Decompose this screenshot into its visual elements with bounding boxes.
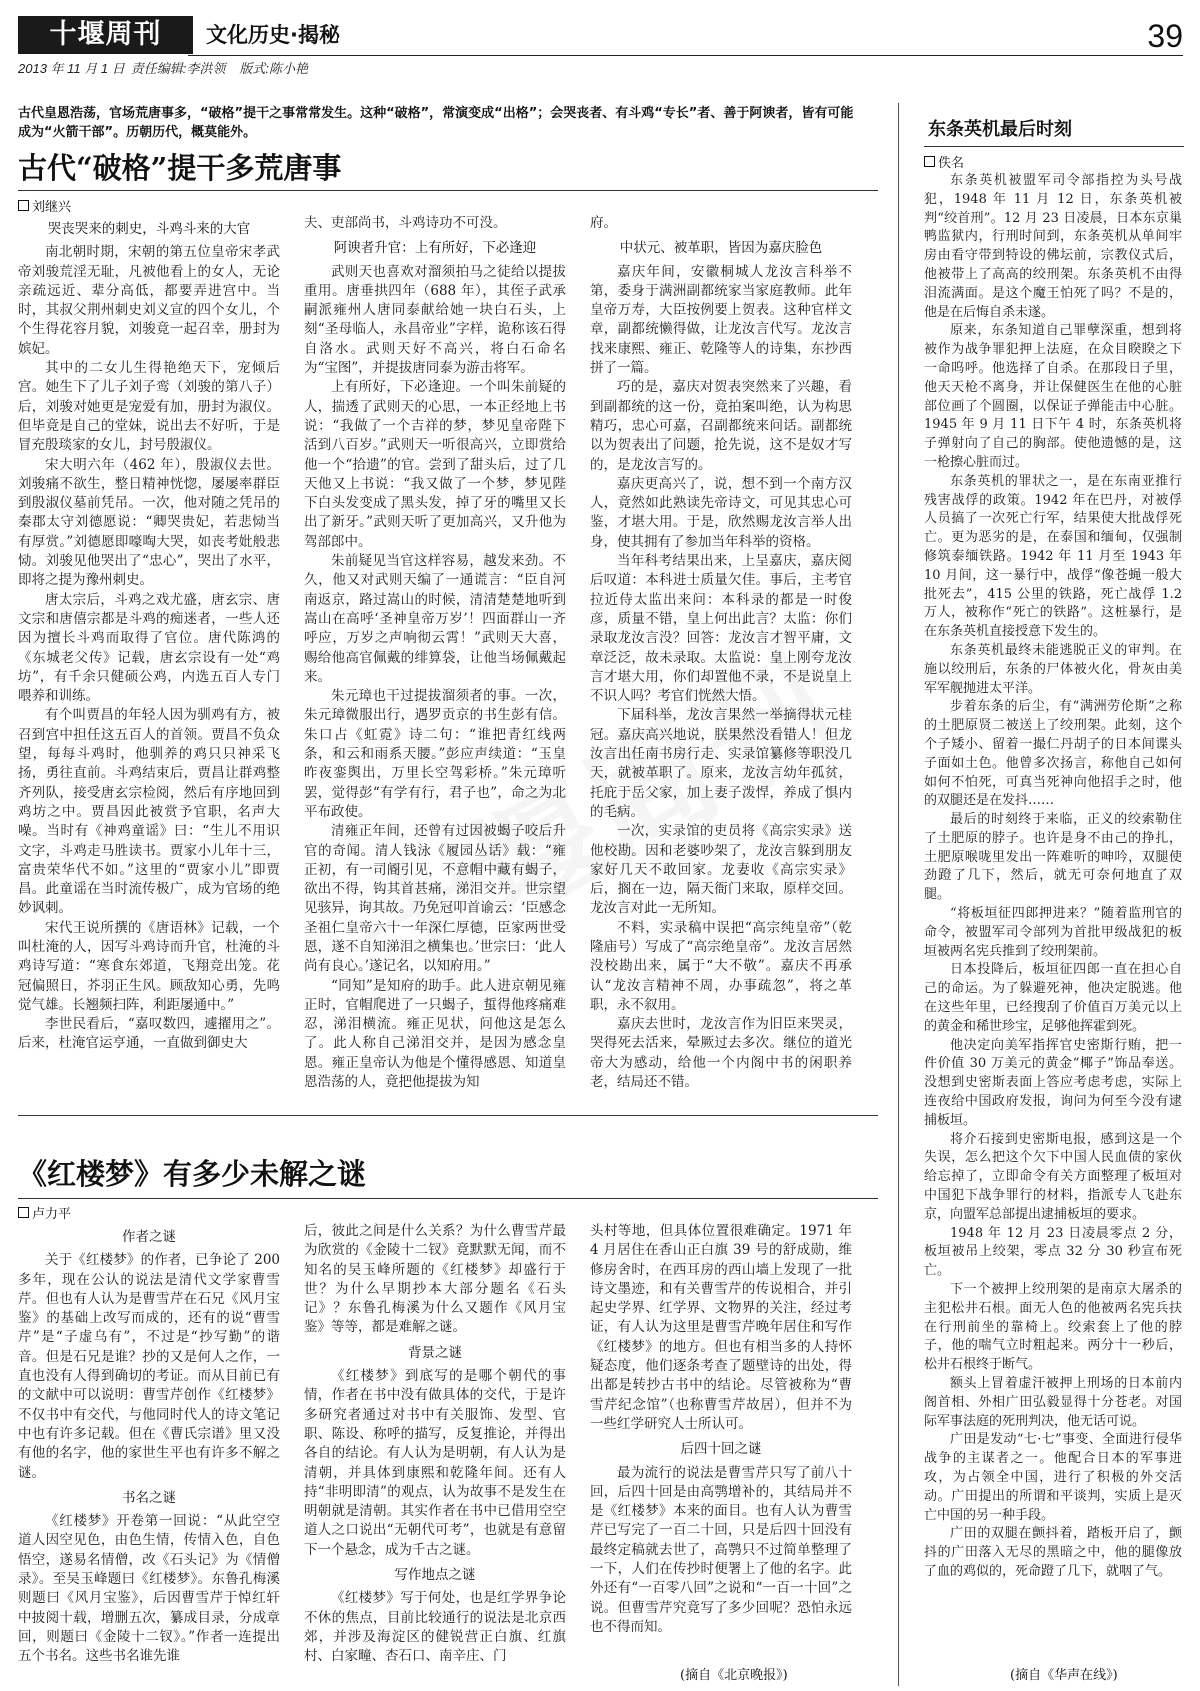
subheading: 中状元、被革职，皆因为嘉庆脸色 [619,240,823,257]
paragraph: 不料，实录稿中误把“高宗纯皇帝”（乾隆庙号）写成了“高宗绝皇帝”。龙汝言居然没校勘出来，属于“大不敬”。嘉庆不再承认“龙汝言精神不周，办事疏忽”，将之革职，永不叙用。 [590,919,852,1013]
issue-date: 2013 年 11 月 1 日 [18,61,125,76]
paragraph: 府。 [590,215,617,231]
header-rule [188,55,1183,56]
paragraph: “将板垣征四郎押进来？”随着监刑官的命令，被盟军司令部列为首批甲级战犯的板垣被两名宪兵推到了绞刑架前。 [924,906,1182,959]
paragraph: 关于《红楼梦》的作者，已争论了 200 多年，现在公认的说法是清代文学家曹雪芹。但也有人认为是曹雪芹在石兄《风月宝鉴》的基础上改写而成的，还有的说“曹雪芹”是“子虚乌有”，不过是“抄写勤”的谐音。但是石兄是谁？抄的又是何人之作，一直也没有人得到确切的考证。而从目前已有的文献中可以说明：曹雪芹创作《红楼梦》不仅书中有交代，与他同时代人的诗文笔记中也有许多记载。但在《曹氏宗谱》里又没有他的名字，他的家世生平也有许多不解之谜。 [18,1252,280,1481]
paragraph: 南北朝时期，宋朝的第五位皇帝宋孝武帝刘骏荒淫无耻，凡被他看上的女人，无论亲疏远近、辈分高低，都要弄进宫中。当时，其叔父荆州刺史刘义宣的四个女儿，个个生得花容月貌，刘骏竟一起召幸，册封为嫔妃。 [18,244,280,357]
paragraph: “同知”是知府的助手。此人进京朝见雍正时，官帽爬进了一只蝎子，蜇得他疼痛难忍，涕泪横流。雍正见状，问他这是怎么了。此人称自己涕泪交并，是因为感念皇恩。雍正皇帝认为他是个懂得感恩、知道皇恩浩荡的人，竟把他提拔为知 [304,977,566,1091]
paragraph: 原来，东条知道自己罪孽深重，想到将被作为战争罪犯押上法庭，在众目睽睽之下一命呜呼。他选择了自杀。在那段日子里，他天天枪不离身，并让保健医生在他的心脏部位画了个圆圈，以保证子弹能击中心脏。1945 年 9 月 11 日下午 4 时，东条英机将子弹射向了自己的胸部。使他遗憾的是，这一枪擦心脏而过。 [924,323,1182,470]
article1-rule [18,190,878,191]
paragraph: 最为流行的说法是曹雪芹只写了前八十回，后四十回是由高鹗增补的，其结局并不是《红楼梦》本来的面目。也有人认为曹雪芹已写完了一百二十回，只是后四十回没有最终定稿就去世了，高鹗只不过简单整理了一下，人们在传抄时便署上了他的名字。此外还有“一百零八回”之说和“一百一十回”之说。但曹雪芹究竟写了多少回呢？恐怕永远也不得而知。 [590,1464,852,1635]
article1-author-name: 刘继兴 [32,200,72,215]
paragraph: 有个叫贾昌的年轻人因为驯鸡有方，被召到宫中担任这五百人的首领。贾昌不负众望，每每斗鸡时，他驯养的鸡只只神采飞扬，勇往直前。斗鸡结束后，贾昌让群鸡整齐列队，接受唐玄宗检阅，然后有序地回到鸡坊之中。贾昌因此被赏予官职，名声大噪。当时有《神鸡童谣》曰：“生儿不用识文字，斗鸡走马胜读书。贾家小儿年十三，富贵荣华代不如。”这里的“贾家小儿”即贾昌。此童谣在当时流传极广，成为官场的绝妙讽刺。 [18,707,280,917]
editor-credit: 责任编辑:李洪领 [130,61,226,76]
paragraph: 宋大明六年（462 年），殷淑仪去世。刘骏痛不欲生，整日精神恍惚，屡屡率群臣到殷淑仪墓前凭吊。一次，他对随之凭吊的秦郡太守刘德愿说：“卿哭贵妃，若悲恸当有厚赏。”刘德愿即嚎啕大哭，如丧考妣般悲恸。刘骏见他哭出了“忠心”，哭出了水平，即将之提为豫州刺史。 [18,456,280,589]
article3-title: 东条英机最后时刻 [928,119,1072,140]
article3-credit: (摘自《华声在线》) [1010,1668,1118,1683]
paragraph: 夫、吏部尚书，斗鸡诗功不可没。 [304,215,507,231]
paragraph: 广田是发动“七·七”事变、全面进行侵华战争的主谋者之一。他配合日本的军事进攻，为占领全中国，进行了积极的外交活动。广田提出的所谓和平谈判，实质上是灭亡中国的另一种手段。 [924,1432,1182,1523]
article2-col3 [590,1222,852,1660]
paragraph: 东条英机被盟军司令部指控为头号战犯，1948 年 11 月 12 日，东条英机被判“绞首刑”。12 月 23 日凌晨，日本东京巢鸭监狱内，行刑时间到，东条英机从单间牢房由看守带到特设的佛坛前，宗教仪式后，他被带上了高高的绞刑架。东条英机不由得泪流满面。是这个魔王怕死了吗？不是的，他是在后悔自杀未遂。 [924,173,1182,320]
paragraph: 上有所好，下必逢迎。一个叫朱前疑的人，揣透了武则天的心思，一本正经地上书说：“我做了一个吉祥的梦，梦见皇帝陛下活到八百岁。”武则天一听很高兴，立即赏给他一个“拾遗”的官。尝到了甜头后，过了几天他又上书说：“我又做了一个梦，梦见陛下白头发变成了黑头发，掉了牙的嘴里又长出了新牙。”武则天听了更加高兴，又升他为驾部郎中。 [304,379,566,550]
paragraph: 嘉庆去世时，龙汝言作为旧臣来哭灵，哭得死去活来，晕厥过去多次。继位的道光帝大为感动，给他一个内阁中书的闲职养老，结局还不错。 [590,1016,852,1091]
paragraph: 日本投降后，板垣征四郎一直在担心自己的命运。为了躲避死神，他决定脱逃。他在这些年里，已经搜刮了价值百万美元以上的黄金和稀世珍宝，足够他挥霍到死。 [924,962,1182,1034]
article1-col2 [304,214,566,1104]
paragraph: 后，彼此之间是什么关系？为什么曹雪芹最为欣赏的《金陵十二钗》竟默默无闻，而不知名的吴玉峰所题的《红楼梦》却盛行于世？为什么早期抄本大部分题名《石头记》？东鲁孔梅溪为什么又题作《风月宝鉴》等等，都是难解之谜。 [304,1223,566,1336]
paragraph: 《红楼梦》开卷第一回说：“从此空空道人因空见色，由色生情，传情入色，自色悟空，遂易名情僧，改《石头记》为《情僧录》。至吴玉峰题曰《红楼梦》。东鲁孔梅溪则题曰《风月宝鉴》，后因曹雪芹于悼红轩中披阅十载，增删五次，纂成目录，分成章回，则题曰《金陵十二钗》。”作者一连提出五个书名。这些书名谁先谁 [18,1513,280,1665]
article3-rule [924,146,1184,147]
author-box-icon [18,200,29,211]
article1-lead: 古代皇恩浩荡，官场荒唐事多，“破格”提干之事常常发生。这种“破格”，常演变成“出格”；会哭丧者、有斗鸡“专长”者、善于阿谀者，皆有可能成为“火箭干部”。历朝历代，概莫能外。 [18,106,854,140]
column-divider [898,103,899,1686]
paragraph: 嘉庆年间，安徽桐城人龙汝言科举不第，委身于满洲副都统家当家庭教师。此年皇帝万寿，大臣按例要上贺表。这种官样文章，副都统懒得做，让龙汝言代写。龙汝言找来康熙、雍正、乾隆等人的诗集，东抄西拼了一篇。 [590,263,852,377]
author-box-icon [924,156,935,167]
paragraph: 朱元璋也干过提拔溜须者的事。一次，朱元璋微服出行，遇罗贡京的书生彭有信。朱口占《虹霓》诗二句：“谁把青红线两条，和云和雨系天腰。”彭应声续道：“玉皇昨夜銮舆出，万里长空驾彩桥。”朱元璋听罢，觉得彭“有学有行，君子也”，命之为北平布政使。 [304,688,566,820]
article2-col1 [18,1222,280,1682]
article3-author [924,152,964,171]
paragraph: 一次，实录馆的吏员将《高宗实录》送他校勘。因和老婆吵架了，龙汝言躲到朋友家好几天不敢回家。龙妻收《高宗实录》后，搁在一边，隔天衙门来取，原样交回。龙汝言对此一无所知。 [590,823,852,917]
article2-col2 [304,1222,566,1682]
article1-col3 [590,214,852,1104]
paragraph: 李世民看后，“嘉叹数四，遽擢用之”。后来，杜淹官运亨通，一直做到御史大 [18,1016,280,1052]
paragraph: 东条英机的罪状之一，是在东南亚推行残害战俘的政策。1942 年在巴丹，对被俘人员搞了一次死亡行军，结果使大批战俘死亡。更为恶劣的是，在泰国和缅甸，仅强制修筑泰缅铁路。1942 年 11 月至 1943 年 10 月间，这一暴行中，战俘“像苍蝇一般大批死去”，415 公里的铁路，死亡战俘 1.2 万人，被称作“死亡的铁路”。这桩暴行，是在东条英机直接授意下发生的。 [924,473,1182,640]
paragraph: 朱前疑见当官这样容易，越发来劲。不久，他又对武则天编了一通谎言：“臣自河南返京，路过嵩山的时候，清清楚楚地听到嵩山在高呼‘圣神皇帝万岁’！四面群山一齐呼应，万岁之声响彻云霄！”武则天大喜，赐给他高官佩戴的绯算袋，让他当场佩戴起来。 [304,553,566,685]
subheading: 作者之谜 [122,1229,176,1245]
section-title: 文化历史·揭秘 [206,23,340,47]
paragraph: 《红楼梦》到底写的是哪个朝代的事情，作者在书中没有做具体的交代，于是许多研究者通过对书中有关服饰、发型、官职、陈设、称呼的描写，反复推论，并得出各自的结论。有人认为是明朝，有人认为是清朝，并具体到康熙和乾隆年间。还有人持“非明即清”的观点，认为故事不是发生在明朝就是清朝。其实作者在书中已借用空空道人之口说出“无朝代可考”，也就是有意留下一个悬念，成为千古之谜。 [304,1368,566,1558]
dateline [18,58,308,77]
paragraph: 巧的是，嘉庆对贺表突然来了兴趣，看到副都统的这一份，竟拍案叫绝，认为构思精巧，忠心可嘉，召副都统来问话。副都统以为贺表出了问题，抢先说，这不是奴才写的，是龙汝言写的。 [590,379,852,473]
article1-author [18,196,71,215]
subheading: 写作地点之谜 [394,1567,476,1584]
subheading: 后四十回之谜 [680,1441,762,1458]
page-number: 39 [1147,18,1183,54]
article1-title: 古代“破格”提干多荒唐事 [18,151,342,185]
article2-author-name: 卢力平 [32,1207,72,1222]
paragraph: 清雍正年间，还曾有过因被蝎子咬后升官的奇闻。清人钱泳《履园丛话》载：“雍正初，有一司阍引见，不意帽中藏有蝎子，欲出不得，钩其首甚痛，涕泪交并。世宗望见骇异，询其故。乃免冠叩首谕云：‘臣感念圣祖仁皇帝六十一年深仁厚德，臣家两世受恩，遂不自知涕泪之横集也。’世宗曰：‘此人尚有良心。’遂记名，以知府用。” [304,823,566,975]
article3-author-name: 佚名 [938,156,965,171]
article2-rule [18,1198,878,1199]
paragraph: 头村等地，但具体位置很难确定。1971 年 4 月居住在香山正白旗 39 号的舒成勋，维修房舍时，在西耳房的西山墙上发现了一批诗文墨迹，和有关曹雪芹的传说相合，并引起史学界、红学界、文物界的关注，经过考证，有人认为这里是曹雪芹晚年居住和写作《红楼梦》的地方。但也有相当多的人持怀疑态度，他们逐条考查了题壁诗的出处，得出都是转抄古书中的结论。尽管被称为“曹雪芹纪念馆”（也称曹雪芹故居），但并不为一些红学研究人士所认可。 [590,1223,852,1432]
paragraph: 额头上冒着虚汗被押上刑场的日本前内阁首相、外相广田弘毅显得十分苍老。对国际军事法庭的死刑判决，他无话可说。 [924,1376,1182,1429]
paragraph: 当年科考结果出来，上呈嘉庆，嘉庆阅后叹道：本科进士质量欠佳。事后，主考官拉近侍太监出来问：本科录的都是一时俊彦，质量不错，皇上何出此言？太监：你们录取龙汝言没？回答：龙汝言才智平庸，文章泛泛，故未录取。太监说：皇上刚夸龙汝言才堪大用，你们却置他不录，不是说皇上不识人吗？考官们恍然大悟。 [590,553,852,705]
paragraph: 唐太宗后，斗鸡之戏尤盛，唐玄宗、唐文宗和唐僖宗都是斗鸡的痴迷者，一些人还因为擅长斗鸡而取得了官位。唐代陈鸿的《东城老父传》记载，唐玄宗设有一处“鸡坊”，有千余只健硕公鸡，内选五百人专门喂养和训练。 [18,591,280,705]
article2-title: 《红楼梦》有多少未解之谜 [18,1157,367,1191]
article2-author [18,1203,71,1222]
masthead [18,16,1183,56]
subheading: 阿谀者升官：上有所好，下必逢迎 [333,240,537,257]
subheading: 书名之谜 [122,1489,176,1506]
paragraph: 宋代王说所撰的《唐语林》记载，一个叫杜淹的人，因写斗鸡诗而升官，杜淹的斗鸡诗写道：“寒食东郊道，飞翔竞出笼。花冠偏照日，芥羽正生风。顾敌知心勇，先鸣觉气雄。长翘频扫阵，利距屡通中。” [18,919,280,1013]
paragraph: 东条英机最终未能逃脱正义的审判。在施以绞刑后，东条的尸体被火化，骨灰由美军军舰抛进太平洋。 [924,642,1182,696]
paragraph: 武则天也喜欢对溜须拍马之徒给以提拔重用。唐垂拱四年（688 年），其侄子武承嗣派雍州人唐同泰献给她一块白石头，上刻“圣母临人，永昌帝业”字样，诡称该石得自洛水。武则天好不高兴，将白石命名为“宝图”，并提拔唐同泰为游击将军。 [304,263,566,377]
article-divider [18,1115,878,1116]
brand-logo: 十堰周刊 [18,16,193,54]
article1-col1 [18,214,280,1104]
author-box-icon [18,1207,29,1218]
paragraph: 其中的二女儿生得艳绝天下，宠倾后宫。她生下了儿子刘子鸾（刘骏的第八子）后，刘骏对她更是宠爱有加，册封为淑仪。但毕竟是自己的堂妹，说出去不好听，于是冒充殷琰家的女儿，封号殷淑仪。 [18,360,280,454]
paragraph: 《红楼梦》写于何处，也是红学界争论不休的焦点，目前比较通行的说法是北京西郊，并涉及海淀区的健锐营正白旗、红旗村、白家疃、杏石口、南辛庄、门 [304,1590,566,1665]
paragraph: 将介石接到史密斯电报，感到这是一个失误，怎么把这个欠下中国人民血债的家伙给忘掉了，立即命令有关方面整理了板垣对中国犯下战争罪行的材料，指派专人飞赴东京，向盟军总部提出逮捕板垣的要求。 [924,1131,1182,1222]
paragraph: 下一个被押上绞刑架的是南京大屠杀的主犯松井石根。面无人色的他被两名宪兵扶在行刑前坐的靠椅上。绞索套上了他的脖子，他的喘气立时粗起来。两分十一秒后，松井石根终于断气。 [924,1282,1182,1373]
layout-credit: 版式:陈小艳 [239,61,308,76]
paragraph: 1948 年 12 月 23 日凌晨零点 2 分，板垣被吊上绞架，零点 32 分 30 秒宣布死亡。 [924,1225,1182,1279]
paragraph: 广田的双腿在颤抖着，踏板开启了，颤抖的广田落入无尽的黑暗之中，他的腿像放了血的鸡似的，死命蹬了几下，就咽了气。 [924,1526,1182,1579]
paragraph: 他决定向美军指挥官史密斯行贿，把一件价值 30 万美元的黄金“椰子”饰品奉送。没想到史密斯表面上答应考虑考虑，实际上连夜给中国政府发报，询问为何至今没有逮捕板垣。 [924,1037,1182,1128]
paragraph: 最后的时刻终于来临，正义的绞索勒住了土肥原的脖子。也许是身不由己的挣扎，土肥原喉咙里发出一阵难听的呻吟，双腿使劲蹬了几下，然后，就无可奈何地直了双腿。 [924,812,1182,903]
article3-col1 [924,172,1182,1662]
paragraph: 嘉庆更高兴了，说，想不到一个南方汉人，竟然如此熟读先帝诗文，可见其忠心可鉴，才堪大用。于是，欣然赐龙汝言举人出身，使其拥有了参加当年科举的资格。 [590,475,852,550]
paragraph: 步着东条的后尘，有“满洲劳伦斯”之称的土肥原贤二被送上了绞刑架。此刻，这个个子矮小、留着一撮仁丹胡子的日本间谍头子面如土色。他曾多次扬言，称他自己如何如何不怕死，可真当死神向他招手之时，他的双腿还是在发抖…… [924,699,1182,809]
paragraph: 下届科举，龙汝言果然一举摘得状元桂冠。嘉庆高兴地说，朕果然没看错人！但龙汝言出任南书房行走、实录馆纂修等职没几天，就被革职了。原来，龙汝言幼年孤贫，托庇于岳父家，加上妻子泼悍，养成了惧内的毛病。 [590,707,852,820]
subheading: 背景之谜 [408,1344,462,1361]
article2-credit: (摘自《北京晚报》) [680,1668,788,1683]
subheading: 哭丧哭来的刺史，斗鸡斗来的大官 [47,221,251,237]
